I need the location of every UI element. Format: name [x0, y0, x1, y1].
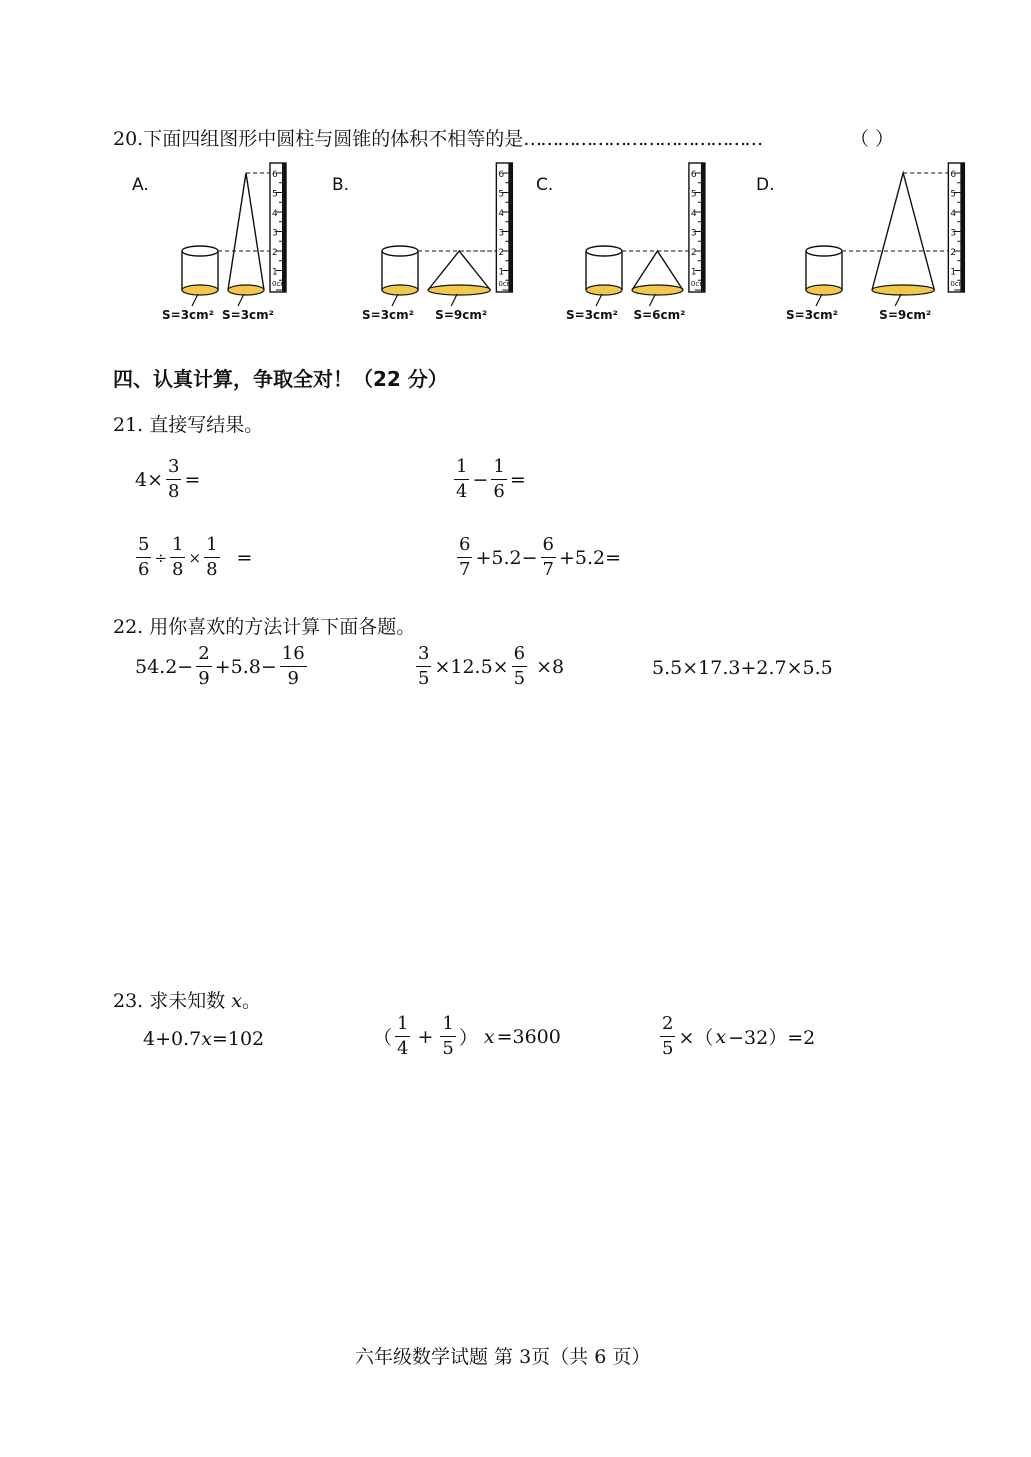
- ruler-tick-label: 1: [950, 267, 957, 278]
- cylinder-area-label: S=3cm²: [786, 308, 838, 322]
- q23-title: 23. 求未知数 x。: [113, 990, 262, 1012]
- fraction: $\frac{3}{8}$: [168, 456, 180, 502]
- cylinder-top: [382, 246, 418, 256]
- area-pointer: [392, 294, 398, 306]
- cylinder-area-label: S=3cm²: [162, 308, 214, 322]
- cylinder-top: [182, 246, 218, 256]
- area-pointer: [816, 294, 822, 306]
- q22-expr-1: 54.2− $\frac{2}{9}$ +5.8− $\frac{16}{9}$: [135, 643, 305, 689]
- q21-expr-4: $\frac{6}{7}$ +5.2− $\frac{6}{7}$ +5.2=: [459, 534, 622, 580]
- cone-area-label: S=9cm²: [879, 308, 932, 322]
- fraction: $\frac{2}{5}$: [662, 1013, 674, 1059]
- q22-title: 22. 用你喜欢的方法计算下面各题。: [113, 616, 416, 638]
- ruler-tick-label: 4: [272, 209, 278, 219]
- q21-expr-1: 4× $\frac{3}{8}$ =: [135, 456, 201, 502]
- ruler-tick-label: 5: [950, 189, 957, 200]
- fraction: $\frac{6}{7}$: [459, 534, 471, 580]
- q21-expr-2: $\frac{1}{4}$ − $\frac{1}{6}$ =: [456, 456, 526, 502]
- fraction: $\frac{5}{6}$: [138, 534, 150, 580]
- ruler-edge: [960, 163, 964, 292]
- cone-base: [228, 285, 264, 295]
- q20-figures: [120, 152, 966, 332]
- q23-expr-3: $\frac{2}{5}$ ×（ x −32）=2: [662, 1013, 816, 1059]
- fraction: $\frac{6}{7}$: [542, 534, 554, 580]
- cone-base: [872, 285, 934, 295]
- cone-side: [228, 173, 264, 290]
- ruler-tick-label: 6: [498, 170, 505, 180]
- ruler-unit-label: 0cm: [272, 280, 288, 288]
- section-4-title: 四、认真计算，争取全对！（22 分）: [113, 367, 448, 391]
- ruler-tick-label: 5: [690, 189, 697, 200]
- cone-side: [872, 173, 934, 290]
- ruler-tick-label: 3: [272, 228, 278, 239]
- fraction: $\frac{1}{8}$: [206, 534, 218, 580]
- ruler-tick-label: 2: [498, 248, 505, 258]
- fraction: $\frac{1}{4}$: [456, 456, 468, 502]
- ruler-edge: [282, 163, 286, 292]
- fraction: $\frac{6}{5}$: [513, 643, 526, 689]
- q22-expr-2: $\frac{3}{5}$ ×12.5× $\frac{6}{5}$ ×8: [418, 643, 565, 689]
- cone-base: [428, 285, 490, 295]
- cylinder-top: [806, 246, 842, 256]
- area-pointer: [192, 294, 198, 306]
- cylinder-area-label: S=3cm²: [362, 308, 414, 322]
- cylinder-base: [586, 285, 622, 295]
- ruler-tick-label: 4: [690, 209, 697, 219]
- cone-side: [428, 251, 490, 290]
- ruler-tick-label: 4: [950, 209, 957, 219]
- cylinder-top: [586, 246, 622, 256]
- q21-expr-3: $\frac{5}{6}$ ÷ $\frac{1}{8}$ × $\frac{1}{8}$ =: [138, 534, 253, 580]
- cylinder-base: [806, 285, 842, 295]
- cone-base: [632, 285, 683, 295]
- ruler-tick-label: 1: [690, 267, 697, 278]
- q23-expr-2: （ $\frac{1}{4}$ + $\frac{1}{5}$ ） x =3600: [373, 1013, 561, 1059]
- area-pointer: [649, 294, 655, 306]
- fraction: $\frac{2}{9}$: [198, 643, 210, 689]
- page-footer: 六年级数学试题 第 3页（共 6 页）: [355, 1346, 651, 1368]
- ruler-tick-label: 5: [272, 189, 278, 200]
- q20-number: 20.: [113, 128, 144, 150]
- ruler-tick-label: 1: [272, 267, 278, 278]
- area-pointer: [895, 294, 901, 306]
- cone-area-label: S=6cm²: [633, 308, 686, 322]
- ruler-unit-label: 0cm: [950, 280, 966, 288]
- option-letter: A.: [132, 175, 149, 195]
- ruler-tick-label: 6: [272, 170, 278, 180]
- q20-line: [113, 124, 761, 151]
- ruler-unit-label: 0cm: [498, 280, 514, 288]
- q23-expr-1: 4+0.7x=102: [143, 1028, 265, 1050]
- fraction: $\frac{1}{6}$: [493, 456, 505, 502]
- ruler-tick-label: 1: [498, 267, 505, 278]
- cylinder-base: [182, 285, 218, 295]
- ruler-tick-label: 3: [950, 228, 957, 239]
- fraction: $\frac{1}{5}$: [442, 1013, 454, 1059]
- cylinder-area-label: S=3cm²: [566, 308, 618, 322]
- ruler-tick-label: 2: [272, 248, 278, 258]
- area-pointer: [238, 294, 244, 306]
- ruler-tick-label: 3: [498, 228, 505, 239]
- ruler-tick-label: 6: [950, 170, 957, 180]
- q21-title: 21. 直接写结果。: [113, 414, 264, 436]
- fraction: $\frac{3}{5}$: [418, 643, 430, 689]
- cone-area-label: S=3cm²: [222, 308, 274, 322]
- ruler-tick-label: 6: [690, 170, 697, 180]
- option-letter: C.: [536, 175, 554, 195]
- ruler-tick-label: 4: [498, 209, 505, 219]
- ruler-unit-label: 0cm: [690, 280, 707, 288]
- cylinder-base: [382, 285, 418, 295]
- ruler-tick-label: 2: [690, 248, 697, 258]
- q22-expr-3: 5.5×17.3+2.7×5.5: [652, 657, 833, 679]
- option-letter: B.: [332, 175, 350, 195]
- fraction: $\frac{16}{9}$: [281, 643, 305, 689]
- cone-side: [632, 251, 683, 290]
- area-pointer: [451, 294, 457, 306]
- area-pointer: [596, 294, 602, 306]
- cone-area-label: S=9cm²: [435, 308, 488, 322]
- fraction: $\frac{1}{8}$: [172, 534, 184, 580]
- q20-answer-blank[interactable]: （ ）: [850, 128, 895, 150]
- ruler-tick-label: 3: [690, 228, 697, 239]
- ruler-edge: [508, 163, 512, 292]
- option-letter: D.: [756, 175, 775, 195]
- q20-dots: ……………………………………: [523, 128, 762, 150]
- ruler-tick-label: 2: [950, 248, 957, 258]
- q20-text: 下面四组图形中圆柱与圆锥的体积不相等的是: [143, 128, 524, 150]
- ruler-edge: [701, 163, 705, 292]
- variable-x: x: [231, 990, 243, 1012]
- ruler-tick-label: 5: [498, 189, 505, 200]
- fraction: $\frac{1}{4}$: [397, 1013, 409, 1059]
